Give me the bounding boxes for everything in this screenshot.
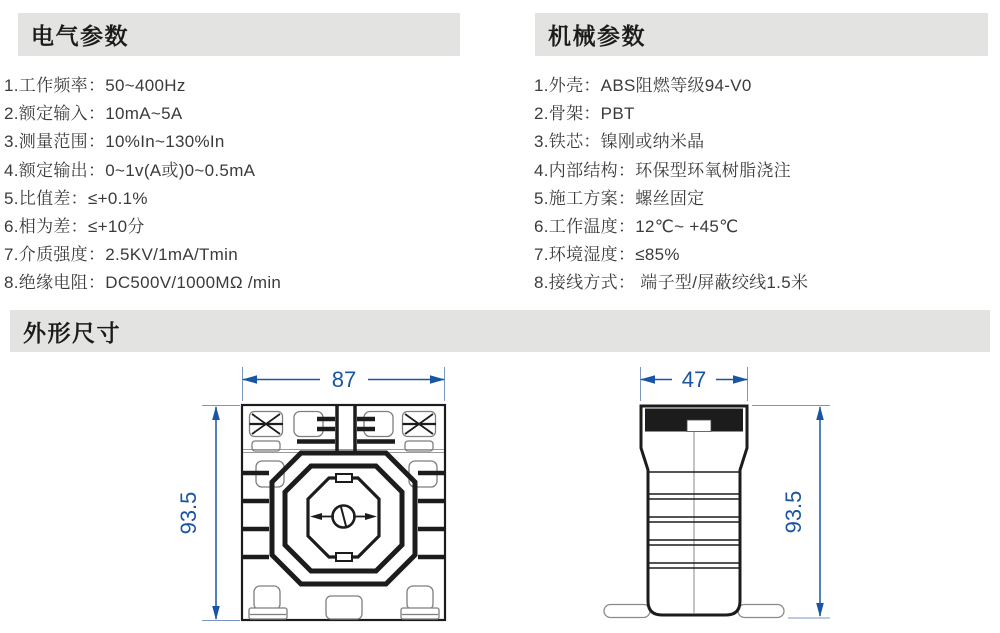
arrow-up-icon bbox=[816, 406, 824, 420]
mechanical-spec-item: 2.骨架：PBT bbox=[534, 104, 635, 124]
electrical-spec-item: 7.介质强度：2.5KV/1mA/Tmin bbox=[4, 245, 238, 265]
side-top-notch bbox=[687, 420, 711, 432]
side-width-label: 47 bbox=[681, 367, 707, 392]
outline-dimensions-title: 外形尺寸 bbox=[23, 319, 121, 346]
arrow-down-icon bbox=[816, 603, 824, 617]
arrow-down-icon bbox=[212, 606, 220, 620]
dimension-drawings bbox=[0, 352, 1000, 633]
outline-dimensions-header bbox=[10, 310, 990, 352]
electrical-spec-item: 3.测量范围：10%In~130%In bbox=[4, 132, 225, 152]
electrical-spec-item: 5.比值差：≤+0.1% bbox=[4, 188, 148, 208]
mechanical-spec-item: 6.工作温度：12℃~ +45℃ bbox=[534, 216, 739, 236]
arrow-up-icon bbox=[212, 406, 220, 420]
front-height-label: 93.5 bbox=[176, 491, 201, 535]
side-view-drawing bbox=[604, 367, 830, 618]
arrow-left-icon bbox=[242, 375, 257, 383]
arrow-right-icon bbox=[430, 375, 445, 383]
arrow-right-icon bbox=[733, 375, 748, 383]
electrical-params-header bbox=[18, 13, 460, 56]
front-view-drawing bbox=[176, 367, 445, 621]
core-key-notch-bottom bbox=[336, 553, 352, 561]
core-key-notch-top bbox=[336, 474, 352, 482]
mechanical-params-header bbox=[535, 13, 988, 56]
front-width-dimension bbox=[242, 367, 445, 401]
electrical-spec-item: 4.额定输出：0~1v(A或)0~0.5mA bbox=[4, 160, 256, 180]
mechanical-params-list bbox=[534, 72, 808, 298]
side-height-dimension bbox=[752, 406, 830, 619]
mechanical-params-title: 机械参数 bbox=[548, 23, 646, 49]
mechanical-spec-item: 3.铁芯：镍刚或纳米晶 bbox=[534, 132, 705, 152]
front-height-dimension bbox=[176, 406, 240, 621]
arrow-left-icon bbox=[640, 375, 655, 383]
electrical-spec-item: 2.额定输入：10mA~5A bbox=[4, 104, 183, 124]
mechanical-spec-item: 7.环境湿度：≤85% bbox=[534, 245, 680, 265]
front-width-label: 87 bbox=[331, 367, 357, 392]
electrical-spec-item: 8.绝缘电阻：DC500V/1000MΩ /min bbox=[4, 273, 282, 293]
mechanical-spec-item: 8.接线方式： 端子型/屏蔽绞线1.5米 bbox=[534, 273, 809, 293]
side-width-dimension bbox=[640, 367, 748, 401]
electrical-spec-item: 1.工作频率：50~400Hz bbox=[4, 76, 186, 95]
mechanical-spec-item: 1.外壳：ABS阻燃等级94-V0 bbox=[534, 76, 752, 95]
mechanical-spec-item: 5.施工方案：螺丝固定 bbox=[534, 188, 705, 208]
electrical-params-title: 电气参数 bbox=[31, 23, 129, 49]
mechanical-spec-item: 4.内部结构：环保型环氧树脂浇注 bbox=[534, 160, 791, 180]
side-height-label: 93.5 bbox=[781, 490, 806, 534]
electrical-spec-item: 6.相为差：≤+10分 bbox=[4, 216, 145, 236]
electrical-params-list bbox=[4, 72, 281, 298]
